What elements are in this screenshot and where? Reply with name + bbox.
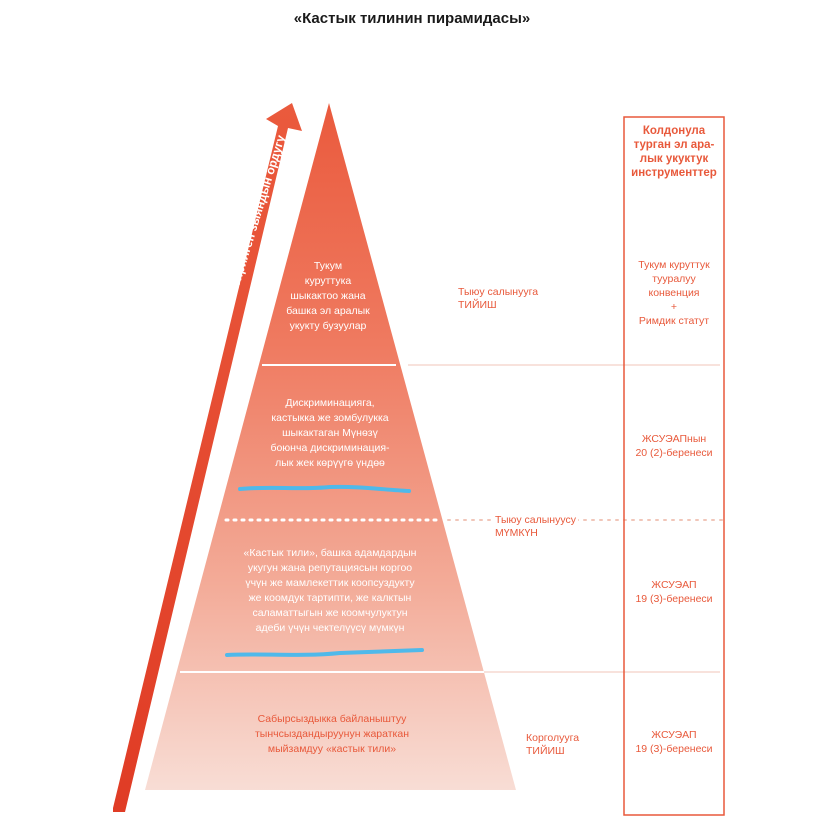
- instrument-cell-1: Тукум куруттук тууралуу конвенция + Римдик статут: [638, 259, 710, 327]
- diagram-title: «Кастык тилинин пирамидасы»: [293, 10, 531, 27]
- must-protect-label: Корголууга ТИЙИШ: [526, 732, 580, 757]
- instruments-column-frame: [624, 117, 724, 815]
- tier-2-text: Дискриминацияга, кастыкка же зомбулукка шыкактаган Мүнөзү боюнча дискриминация- лык жек көрүүгө үндөө: [270, 397, 390, 469]
- instrument-cell-4: ЖСУЭАП 19 (3)-беренеси: [635, 729, 713, 755]
- instruments-header: Колдонула турган эл ара- лык укуктук инструменттер: [631, 125, 717, 179]
- must-prohibit-label: Тыюу салынууга ТИЙИШ: [458, 286, 539, 311]
- arrow-label-text: Келтирилген зыяндын ордугу: [222, 133, 288, 309]
- may-prohibit-label: Тыюу салынуусу МҮМКҮН: [495, 514, 576, 539]
- tier-4-text: Сабырсыздыкка байланыштуу тынчсыздандыруунун жараткан мыйзамдуу «кастык тили»: [254, 713, 409, 755]
- instrument-cell-2: ЖСУЭАПнын 20 (2)-беренеси: [635, 433, 713, 459]
- tier-3-text: «Кастык тили», башка адамдардын укугун жана репутациясын коргоо үчүн же мамлекеттик коопсуздукту же коомдук тартипти, же калктын саламаттыгын же коомчулуктун адеби үчүн чектелүүсү мүмкүн: [243, 547, 417, 634]
- instrument-cell-3: ЖСУЭАП 19 (3)-беренеси: [635, 579, 713, 605]
- tier-1-text: Тукум куруттука шыкактоо жана башка эл аралык укукту бузуулар: [286, 260, 370, 332]
